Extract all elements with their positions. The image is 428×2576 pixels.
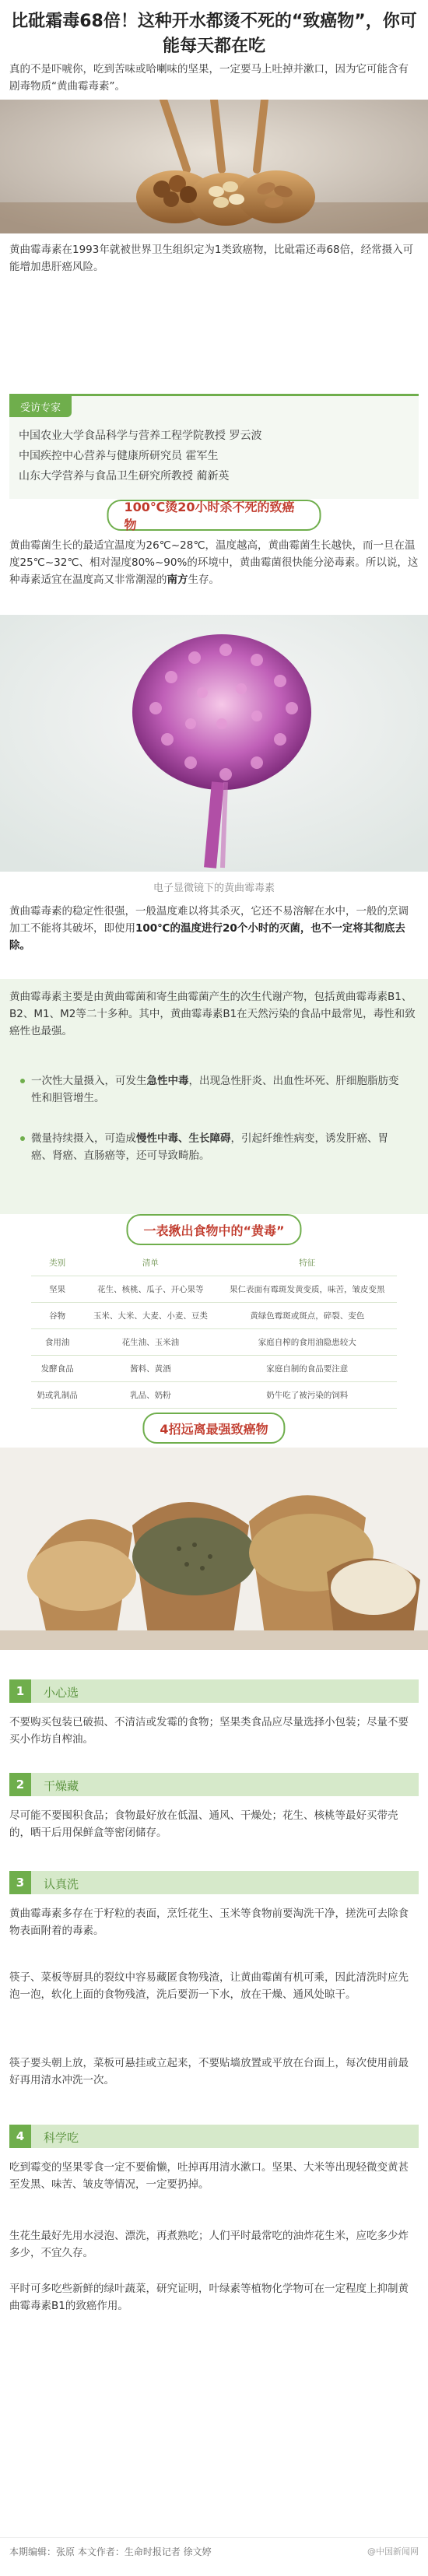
step-title: 小心选 bbox=[44, 1686, 79, 1700]
step-number: 3 bbox=[9, 1871, 31, 1894]
table-cell: 家庭自榨的食用油隐患较大 bbox=[217, 1329, 397, 1356]
footer-divider bbox=[0, 2537, 428, 2538]
table-cell: 酱料、黄酒 bbox=[83, 1356, 217, 1382]
table-cell: 乳品、奶粉 bbox=[83, 1382, 217, 1409]
expert-line: 中国疾控中心营养与健康所研究员 霍军生 bbox=[19, 450, 219, 462]
step-number: 1 bbox=[9, 1679, 31, 1703]
step-number: 2 bbox=[9, 1773, 31, 1796]
intro-paragraph: 真的不是吓唬你，吃到苦味或哈喇味的坚果，一定要马上吐掉并漱口，因为它可能含有剧毒物质“黄曲霉毒素”。 bbox=[9, 63, 409, 93]
table-cell: 玉米、大米、大麦、小麦、豆类 bbox=[83, 1303, 217, 1329]
section1-paragraph-1 bbox=[9, 537, 419, 588]
bullet-acute-text: 一次性大量摄入，可发生急性中毒，出现急性肝炎、出血性坏死、肝细胞脂肪变性和胆管增生。 bbox=[31, 1075, 399, 1104]
step4-text-1: 吃到霉变的坚果零食一定不要偷懒，吐掉再用清水漱口。坚果、大米等出现轻微变黄甚至发黑、味苦、皱皮等情况，一定要扔掉。 bbox=[9, 2161, 409, 2191]
table-cell: 奶或乳制品 bbox=[31, 1382, 83, 1409]
experts-tag: 受访专家 bbox=[9, 396, 72, 417]
microscope-caption: 电子显微镜下的黄曲霉毒素 bbox=[153, 883, 275, 894]
section2-paragraph: 黄曲霉毒素主要是由黄曲霉菌和寄生曲霉菌产生的次生代谢产物，包括黄曲霉毒素B1、B2、M1、M2等二十多种。其中，黄曲霉毒素B1在天然污染的食品中最常见，毒性和致癌性也最强。 bbox=[9, 991, 416, 1037]
section-banner-3: 一表揪出食物中的“黄毒” bbox=[126, 1214, 301, 1245]
bullet-chronic bbox=[31, 1130, 405, 1164]
table-cell: 奶牛吃了被污染的饲料 bbox=[217, 1382, 397, 1409]
step1-text: 不要购买包装已破损、不清洁或发霉的食物；坚果类食品应尽量选择小包装；尽量不要买小作坊自榨油。 bbox=[9, 1716, 409, 1746]
table-cell: 坚果 bbox=[31, 1276, 83, 1303]
bullet-emphasis: 急性中毒 bbox=[146, 1075, 189, 1087]
table-header-feature: 特征 bbox=[217, 1250, 397, 1276]
section1-para1-text: 黄曲霉菌生长的最适宜温度为26℃~28℃，温度越高，黄曲霉菌生长越快，而一旦在温度25℃~32℃、相对湿度80%~90%的环境中，黄曲霉菌很快能分泌毒素。所以说，这种毒素适宜在温度高又非常潮湿的 bbox=[9, 539, 419, 586]
table-cell: 家庭自制的食品要注意 bbox=[217, 1356, 397, 1382]
nuts-spoons-photo bbox=[0, 100, 428, 233]
section1-para1-bold: 南方 bbox=[167, 574, 188, 586]
table-header-category: 类别 bbox=[31, 1250, 83, 1276]
bullet-chronic-text: 微量持续摄入，可造成慢性中毒、生长障碍，引起纤维性病变，诱发肝癌、胃癌、肾癌、直肠癌等，还可导致畸胎。 bbox=[31, 1132, 388, 1162]
step-header-3 bbox=[9, 1871, 419, 1894]
step3-text-2: 筷子、菜板等厨具的裂纹中容易藏匿食物残渣，让黄曲霉菌有机可乘，因此清洗时应先泡一泡，软化上面的食物残渣，洗后要沥一下水，放在干燥、通风处晾干。 bbox=[9, 1971, 409, 2001]
table-header-list: 清单 bbox=[83, 1250, 217, 1276]
table-cell: 花生、核桃、瓜子、开心果等 bbox=[83, 1276, 217, 1303]
table-cell: 食用油 bbox=[31, 1329, 83, 1356]
section1-paragraph-2 bbox=[9, 903, 419, 954]
table-cell: 发酵食品 bbox=[31, 1356, 83, 1382]
table-cell: 果仁表面有霉斑发黄变质，味苦，皱皮变黑 bbox=[217, 1276, 397, 1303]
step4-text-3: 平时可多吃些新鲜的绿叶蔬菜，研究证明，叶绿素等植物化学物可在一定程度上抑制黄曲霉毒素B1的致癌作用。 bbox=[9, 2283, 409, 2312]
section-banner-4: 4招远离最强致癌物 bbox=[142, 1413, 285, 1444]
table-cell: 谷物 bbox=[31, 1303, 83, 1329]
section1-para2-text: 黄曲霉毒素的稳定性很强，一般温度难以将其杀灭，它还不易溶解在水中，一般的烹调加工不能将其破坏，即使用 bbox=[9, 905, 409, 935]
footer-credits: 本期编辑：张原 本文作者：生命时报记者 徐文婷 bbox=[9, 2546, 212, 2557]
table-row bbox=[31, 1276, 397, 1303]
table-row bbox=[31, 1329, 397, 1356]
microscope-photo bbox=[0, 615, 428, 872]
watermark: @中国新闻网 bbox=[367, 2546, 419, 2557]
step-header-2 bbox=[9, 1773, 419, 1796]
table-row bbox=[31, 1356, 397, 1382]
step-number: 4 bbox=[9, 2125, 31, 2148]
table-cell: 花生油、玉米油 bbox=[83, 1329, 217, 1356]
section-banner-1: 100℃烫20小时杀不死的致癌物 bbox=[107, 500, 321, 531]
step-title: 认真洗 bbox=[44, 1877, 79, 1891]
section1-para1-end: 生存。 bbox=[188, 574, 219, 586]
bullet-emphasis: 慢性中毒、生长障碍 bbox=[136, 1132, 231, 1145]
step-title: 科学吃 bbox=[44, 2131, 79, 2145]
step4-text-2: 生花生最好先用水浸泡、漂洗，再煮熟吃；人们平时最常吃的油炸花生米，应吃多少炸多少，不宜久存。 bbox=[9, 2230, 409, 2259]
table-row bbox=[31, 1303, 397, 1329]
bullet-dot-icon bbox=[20, 1136, 25, 1141]
article-title: 比砒霜毒68倍！这种开水都烫不死的“致癌物”，你可能每天都在吃 bbox=[11, 12, 417, 56]
expert-line: 中国农业大学食品科学与营养工程学院教授 罗云波 bbox=[19, 430, 262, 442]
experts-box bbox=[9, 394, 419, 499]
food-table bbox=[31, 1250, 397, 1409]
step-header-1 bbox=[9, 1679, 419, 1703]
expert-line: 山东大学营养与食品卫生研究所教授 蔺新英 bbox=[19, 470, 230, 483]
grains-scoops-photo bbox=[0, 1448, 428, 1650]
intro-paragraph-2: 黄曲霉毒素在1993年就被世界卫生组织定为1类致癌物，比砒霜还毒68倍，经常摄入可能增加患肝癌风险。 bbox=[9, 244, 414, 273]
section1-para2-bold: 100℃的温度进行20个小时的灭菌，也不一定将其彻底去除。 bbox=[9, 922, 405, 952]
step2-text: 尽可能不要囤积食品；食物最好放在低温、通风、干燥处；花生、核桃等最好买带壳的，晒干后用保鲜盒等密闭储存。 bbox=[9, 1809, 398, 1839]
table-cell: 黄绿色霉斑或斑点，碎裂、变色 bbox=[217, 1303, 397, 1329]
food-table-header bbox=[31, 1250, 397, 1276]
bullet-dot-icon bbox=[20, 1079, 25, 1083]
step3-text-3: 筷子要头朝上放，菜板可悬挂或立起来，不要贴墙放置或平放在台面上，每次使用前最好再用清水冲洗一次。 bbox=[9, 2057, 409, 2086]
bullet-acute bbox=[31, 1072, 405, 1107]
step-header-4 bbox=[9, 2125, 419, 2148]
step3-text-1: 黄曲霉毒素多存在于籽粒的表面，烹饪花生、玉米等食物前要淘洗干净，搓洗可去除食物表面附着的毒素。 bbox=[9, 1907, 409, 1937]
table-row bbox=[31, 1382, 397, 1409]
step-title: 干燥藏 bbox=[44, 1779, 79, 1793]
